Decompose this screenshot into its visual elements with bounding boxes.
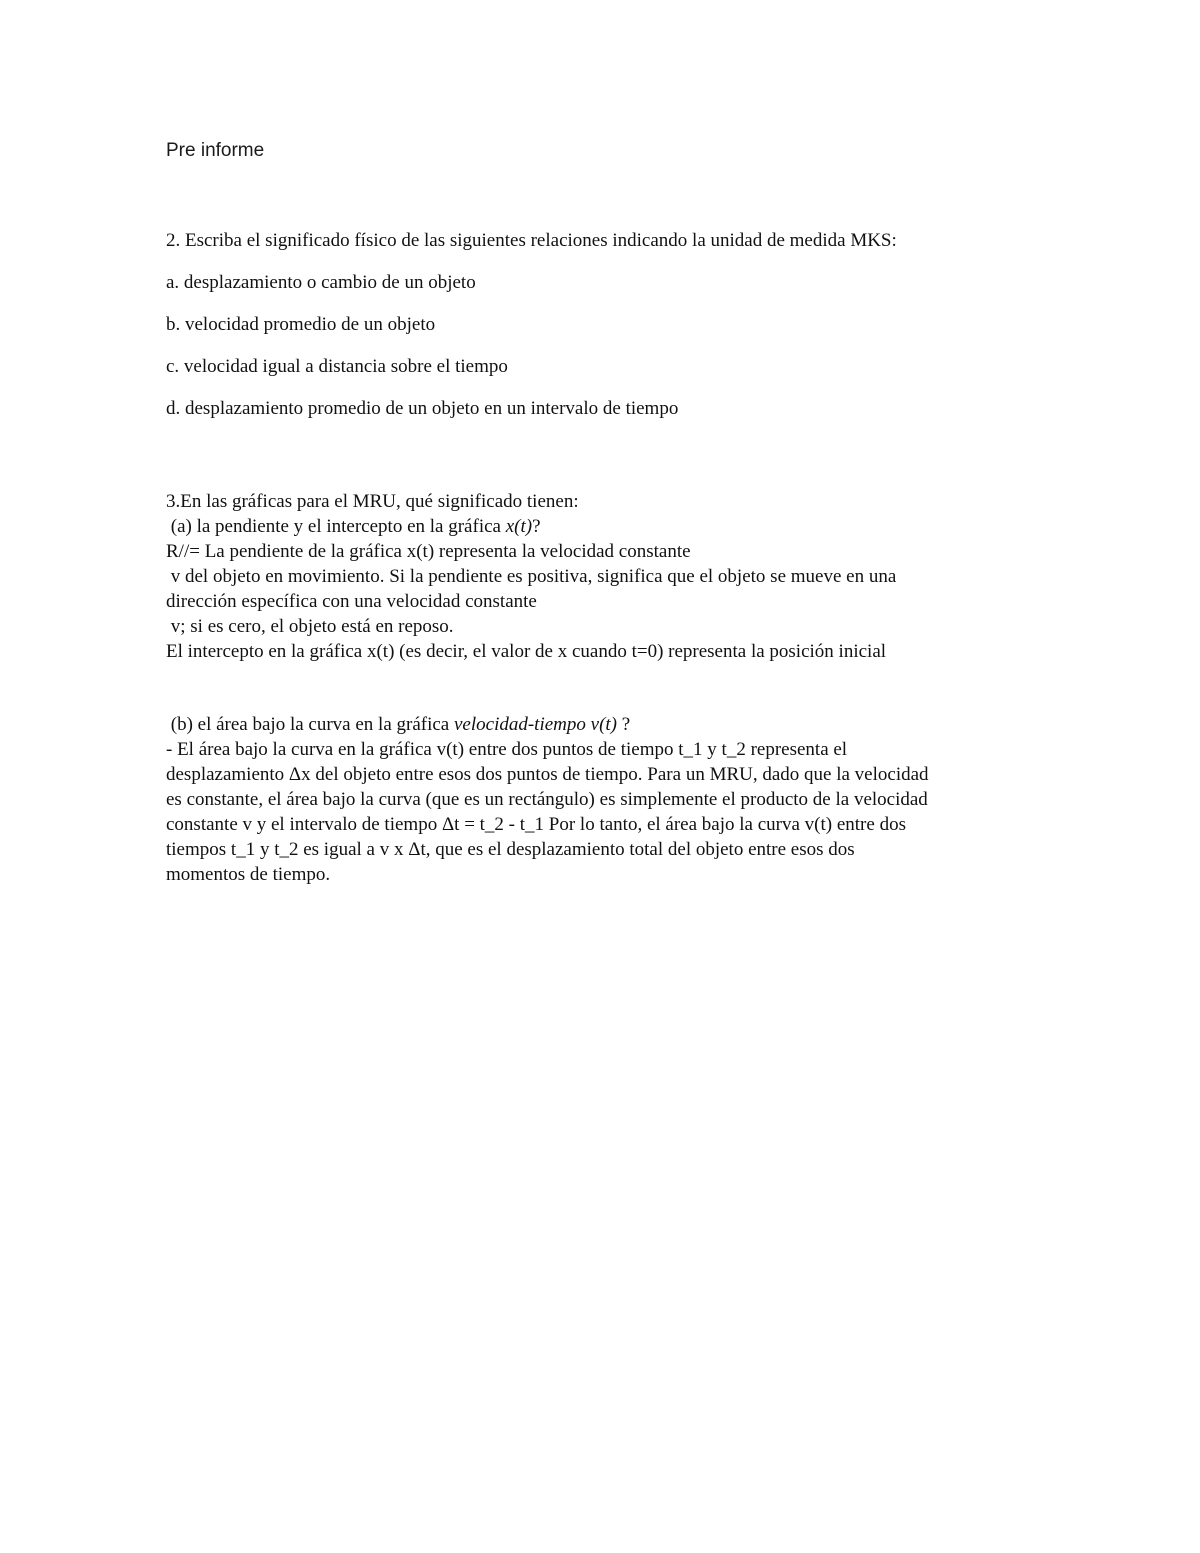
answer-3a-line-5: El intercepto en la gráfica x(t) (es decir, el valor de x cuando t=0) representa la posición inicial — [166, 641, 887, 662]
answer-3b-line-2: desplazamiento Δx del objeto entre esos dos puntos de tiempo. Para un MRU, dado que la velocidad — [166, 764, 929, 785]
document-title: Pre informe — [166, 140, 265, 161]
question-2-heading: 2. Escriba el significado físico de las siguientes relaciones indicando la unidad de medida MKS: — [166, 230, 897, 251]
question-3b-end: ? — [617, 714, 631, 735]
question-3-section — [166, 489, 896, 664]
answer-3a-line-1: R//= La pendiente de la gráfica x(t) representa la velocidad constante — [166, 541, 691, 562]
answer-3a-line-4: v; si es cero, el objeto está en reposo. — [166, 616, 454, 637]
question-2-item-b: b. velocidad promedio de un objeto — [166, 314, 436, 335]
question-2-item-a: a. desplazamiento o cambio de un objeto — [166, 272, 476, 293]
question-3a-italic: x(t) — [505, 516, 533, 537]
question-3b-italic: velocidad-tiempo v(t) — [454, 714, 618, 735]
question-3b-prompt — [166, 712, 929, 737]
answer-3b-line-6: momentos de tiempo. — [166, 864, 331, 885]
answer-3b-line-4: constante v y el intervalo de tiempo Δt = t_2 - t_1 Por lo tanto, el área bajo la curva v(t) entre dos — [166, 814, 906, 835]
question-3b-text: (b) el área bajo la curva en la gráfica — [166, 714, 454, 735]
answer-3a-line-2: v del objeto en movimiento. Si la pendiente es positiva, significa que el objeto se mueve en una — [166, 566, 897, 587]
answer-3b-line-5: tiempos t_1 y t_2 es igual a v x Δt, que es el desplazamiento total del objeto entre esos dos — [166, 839, 855, 860]
question-3-heading: 3.En las gráficas para el MRU, qué significado tienen: — [166, 491, 579, 512]
question-3b-section — [166, 712, 929, 887]
question-3a-end: ? — [532, 516, 541, 537]
question-2-item-d: d. desplazamiento promedio de un objeto en un intervalo de tiempo — [166, 398, 679, 419]
answer-3b-line-3: es constante, el área bajo la curva (que es un rectángulo) es simplemente el producto de la velocidad — [166, 789, 928, 810]
question-2-item-c: c. velocidad igual a distancia sobre el tiempo — [166, 356, 508, 377]
question-3a-text: (a) la pendiente y el intercepto en la gráfica — [166, 516, 506, 537]
question-3a-prompt — [166, 514, 896, 539]
answer-3b-line-1: - El área bajo la curva en la gráfica v(t) entre dos puntos de tiempo t_1 y t_2 representa el — [166, 739, 848, 760]
answer-3a-line-3: dirección específica con una velocidad constante — [166, 591, 537, 612]
